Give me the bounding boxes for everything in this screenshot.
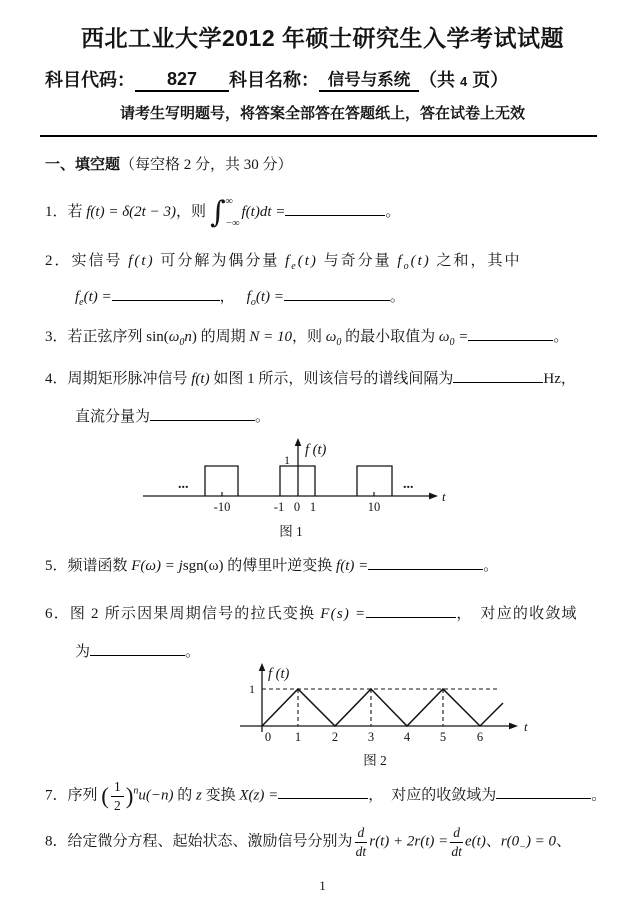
q3-text1: 3．若正弦序列: [45, 329, 147, 345]
q3-omega3: ω: [438, 329, 450, 345]
q3-omega2-sub: 0: [336, 337, 342, 348]
question-6-line1: [45, 602, 600, 624]
q2-text2: 可分解为偶分量: [154, 253, 286, 269]
fig1-ticklabel-0: 0: [293, 500, 301, 514]
q1-text: 1．若: [45, 203, 87, 220]
fig1-ticklabel-1: 1: [309, 500, 317, 514]
q3-omega3-sub: 0: [449, 337, 455, 348]
fig2-x-arrow: [509, 723, 518, 730]
q7-comma: ，: [368, 787, 384, 804]
fig1-amp-label: 1: [284, 453, 290, 467]
fig1-x-arrow: [429, 493, 438, 500]
q3-eq: =: [454, 329, 469, 345]
q8-math-r0-close: ) = 0: [525, 833, 557, 850]
q2-text4: 之和，其中: [430, 253, 522, 269]
blank-line: [278, 783, 368, 799]
fig1-ticklabel-10: 10: [367, 500, 381, 514]
fig1-caption: 图 1: [279, 524, 303, 539]
q7-paren-left: (: [101, 783, 109, 809]
q5-text2: 的傅里叶逆变换: [223, 558, 337, 574]
q6-comma: ，: [456, 606, 473, 622]
q2-fo-paren: (t): [410, 253, 431, 269]
q3-text2: 的周期: [196, 329, 250, 345]
question-8: [45, 826, 600, 858]
integral-lower-limit: −∞: [225, 218, 240, 229]
q7-period: 。: [591, 787, 607, 804]
pages-close: 页）: [472, 70, 509, 90]
q2-fo-base: f: [397, 253, 404, 269]
subject-row: [45, 66, 600, 92]
q3-omega1: ω: [168, 329, 180, 345]
question-4-line2: [75, 405, 600, 427]
blank-line: [468, 325, 553, 341]
q4-text3: 直流分量为: [75, 409, 151, 425]
fig2-y-arrow: [259, 663, 266, 671]
blank-line: [366, 602, 456, 618]
figure-2: [195, 662, 600, 770]
integral-sign: ∫: [209, 194, 226, 230]
q5-text1: 5．频谱函数: [45, 558, 132, 574]
fig2-ticklabel-2: 2: [331, 730, 339, 744]
subject-name-value: 信号与系统: [319, 66, 419, 92]
q3-text4: 的最小取值为: [341, 329, 439, 345]
q3-sin-close: ): [191, 329, 197, 345]
q6-period: 。: [185, 644, 201, 660]
q7-text1: 7．序列: [45, 787, 102, 804]
q8-pause2: 、: [556, 833, 572, 850]
q8-frac2-den: dt: [451, 843, 462, 859]
q3-n: n: [184, 329, 192, 345]
page-number: 1: [319, 878, 326, 893]
q3-math-N: N = 10: [249, 329, 293, 345]
q6-text3: 为: [75, 644, 91, 660]
q4-text1: 4．周期矩形脉冲信号: [45, 371, 192, 387]
q6-text2: 对应的收敛域: [480, 606, 578, 622]
blank-line: [453, 367, 543, 383]
q1-math-integrand: f(t)dt =: [241, 203, 286, 220]
q3-sin-open: sin(: [146, 329, 169, 345]
q5-math-sgn: sgn(ω): [182, 558, 224, 574]
q5-math-ft: f(t) =: [336, 558, 369, 574]
q2-math-ft: f(t): [128, 253, 155, 269]
pages-count: 4: [460, 74, 468, 89]
q2-fe2-eq: (t) =: [83, 289, 112, 305]
blank-line: [112, 285, 220, 301]
q2-text3: 与奇分量: [317, 253, 398, 269]
section-note: （每空格 2 分，共 30 分）: [120, 157, 293, 173]
q2-fe2-base: f: [75, 289, 80, 305]
blank-line: [90, 640, 185, 656]
blank-line: [285, 200, 385, 216]
q4-math-ft: f(t): [191, 371, 210, 387]
q2-fo-sub: o: [403, 261, 411, 272]
q3-period: 。: [553, 329, 569, 345]
subject-code-label: 科目代码：: [45, 70, 135, 90]
question-2-line1: [45, 251, 600, 271]
q8-math-rt: r(t) + 2r(t) =: [369, 833, 449, 850]
q3-omega2: ω: [325, 329, 337, 345]
blank-line: [496, 783, 591, 799]
fig2-ticklabel-4: 4: [403, 730, 411, 744]
q8-frac1-den: dt: [355, 843, 367, 859]
figure-1: [140, 437, 600, 542]
q6-math-Fs: F(s) =: [320, 606, 367, 622]
q2-comma: ，: [219, 289, 235, 305]
q4-period: 。: [255, 409, 271, 425]
blank-line: [150, 405, 255, 421]
question-6-line2: [75, 640, 600, 662]
question-3: [45, 325, 600, 347]
integral-upper-limit: ∞: [225, 196, 233, 207]
question-7: [45, 779, 607, 813]
q2-fo2-sub: o: [250, 297, 256, 308]
fig2-caption: 图 2: [363, 753, 387, 768]
q1-period: 。: [385, 203, 401, 220]
q2-fe-paren: (t): [297, 253, 318, 269]
q7-math-z: z: [196, 787, 202, 804]
q7-paren-right: ): [125, 783, 134, 809]
q7-frac-den: 2: [113, 797, 121, 813]
figure-2-svg: [195, 662, 540, 770]
blank-line: [284, 285, 390, 301]
q4-text2: 如图 1 所示，则该信号的谱线间隔为: [209, 371, 454, 387]
q7-frac-num: 1: [111, 780, 124, 797]
q7-math-un: u(−n): [138, 787, 174, 804]
subject-code-value: 827: [135, 69, 229, 92]
q3-omega1-sub: 0: [179, 337, 185, 348]
q8-pause1: 、: [485, 833, 501, 850]
fig1-dots-left: ...: [178, 477, 189, 492]
q3-text3: ，则: [292, 329, 326, 345]
figure-1-svg: [140, 437, 520, 542]
q2-fo2-base: f: [246, 289, 251, 305]
subject-name-label: 科目名称：: [229, 70, 319, 90]
q6-text1: 6．图 2 所示因果周期信号的拉氏变换: [45, 606, 321, 622]
q8-math-et: e(t): [465, 833, 486, 850]
q8-r0-sub: −: [519, 841, 526, 853]
q5-math-F: F(ω) = j: [131, 558, 183, 574]
q7-text4: 对应的收敛域为: [391, 787, 497, 804]
fig1-dots-right: ...: [403, 477, 414, 492]
fig2-ticklabel-6: 6: [476, 730, 484, 744]
fig2-ticklabel-3: 3: [367, 730, 375, 744]
q2-fe2-sub: e: [79, 297, 84, 308]
fig1-xlabel: t: [442, 489, 446, 504]
q2-period: 。: [389, 289, 405, 305]
integral-limits: [226, 196, 240, 229]
q7-fraction-half: [111, 780, 124, 812]
header-divider: [40, 135, 597, 137]
q8-frac2-num: d: [450, 826, 463, 843]
fig2-ticklabel-0: 0: [264, 730, 272, 744]
q1-integral: [210, 196, 240, 229]
exam-notice: 请考生写明题号，将答案全部答在答题纸上，答在试卷上无效: [119, 105, 525, 122]
fig2-amp-label: 1: [249, 682, 255, 696]
blank-line: [368, 554, 483, 570]
fig1-pulse-left: [205, 466, 238, 496]
q4-hz: Hz，: [543, 371, 576, 387]
section-heading: [45, 153, 600, 174]
q2-fe-base: f: [285, 253, 292, 269]
question-1: [45, 196, 600, 229]
fig1-y-arrow: [295, 438, 302, 446]
q8-math-r0-open: r(0: [500, 833, 520, 850]
q2-fe-sub: e: [291, 261, 298, 272]
q1-math-delta: f(t) = δ(2t − 3): [86, 203, 176, 220]
fig2-xlabel: t: [524, 719, 528, 734]
q7-text3: 变换: [201, 787, 240, 804]
fig1-ticklabel-neg1: -1: [273, 500, 285, 514]
question-5: [45, 554, 600, 576]
fig1-ticklabel-neg10: -10: [213, 500, 231, 514]
q5-period: 。: [483, 558, 499, 574]
q8-fraction-ddt-1: [355, 826, 368, 858]
fig2-ylabel: f (t): [268, 666, 290, 682]
q1-text-then: ，则: [175, 203, 206, 220]
q7-exponent-n: n: [133, 785, 139, 797]
question-2-line2: [75, 285, 600, 307]
question-4-line1: [45, 367, 600, 389]
q7-text2: 的: [173, 787, 196, 804]
exam-title: 西北工业大学2012 年硕士研究生入学考试试题: [80, 25, 565, 51]
q2-text1: 2．实信号: [45, 253, 129, 269]
q8-frac1-num: d: [355, 826, 368, 843]
q2-fo2-eq: (t) =: [255, 289, 284, 305]
section-label: 一、填空题: [45, 156, 121, 173]
pages-open: （共: [419, 70, 455, 90]
q8-text1: 8．给定微分方程、起始状态、激励信号分别为: [45, 833, 353, 850]
q7-math-Xz: X(z) =: [239, 787, 279, 804]
fig1-ylabel: f (t): [305, 442, 327, 458]
q8-fraction-ddt-2: [450, 826, 463, 858]
fig2-ticklabel-5: 5: [439, 730, 447, 744]
fig1-pulse-right: [357, 466, 392, 496]
fig2-ticklabel-1: 1: [294, 730, 302, 744]
